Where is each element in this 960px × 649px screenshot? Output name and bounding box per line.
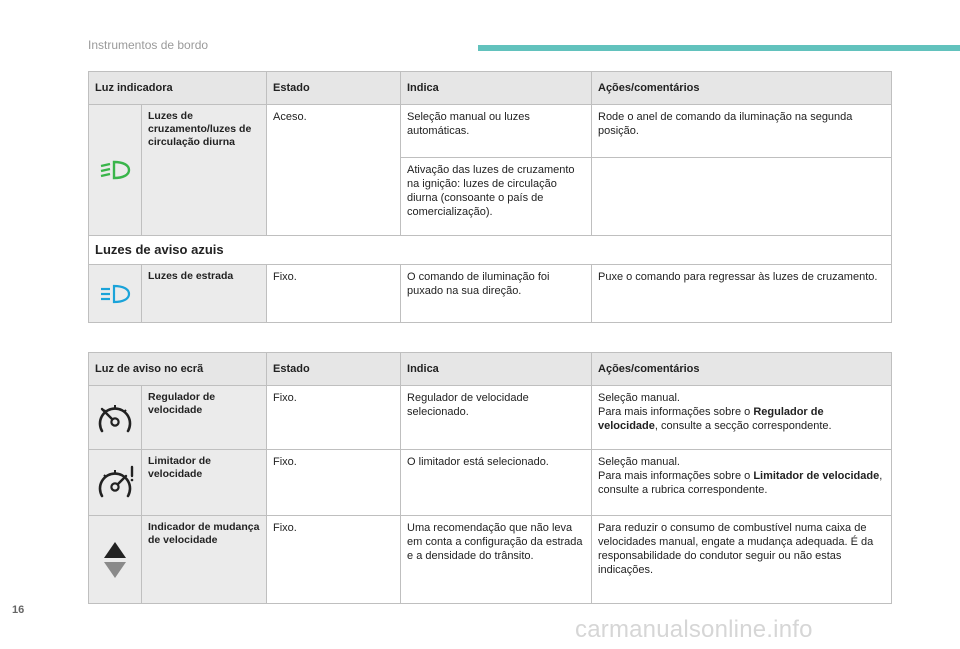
gear-shift-indicator-icon (102, 540, 128, 580)
gear-shift-icon-cell (89, 516, 142, 604)
table-header-row (89, 72, 892, 105)
actions-reference: Regulador de velocidade (598, 406, 824, 432)
actions-cell: Rode o anel de comando da iluminação na segunda posição. (592, 105, 892, 158)
light-name: Luzes de cruzamento/luzes de circulação diurna (142, 105, 267, 236)
indicator-lights-table (88, 71, 892, 323)
table-row (89, 265, 892, 323)
light-name: Limitador de velocidade (142, 450, 267, 516)
column-header-state: Estado (267, 353, 401, 386)
header-accent-bar (478, 45, 960, 51)
dipped-beam-green-icon (98, 159, 132, 181)
actions-line: Seleção manual. (598, 456, 680, 468)
column-header-light: Luz de aviso no ecrã (89, 353, 267, 386)
actions-text: Para mais informações sobre o (598, 406, 754, 418)
watermark: carmanualsonline.info (575, 616, 813, 643)
actions-line: Seleção manual. (598, 392, 680, 404)
column-header-light: Luz indicadora (89, 72, 267, 105)
state-cell: Fixo. (267, 265, 401, 323)
table-row (89, 450, 892, 516)
indicates-cell: O comando de iluminação foi puxado na sua direção. (401, 265, 592, 323)
state-cell: Aceso. (267, 105, 401, 236)
actions-cell: Puxe o comando para regressar às luzes de cruzamento. (592, 265, 892, 323)
actions-text: Para mais informações sobre o (598, 470, 754, 482)
section-row (89, 236, 892, 265)
high-beam-icon-cell (89, 265, 142, 323)
indicates-cell: O limitador está selecionado. (401, 450, 592, 516)
page-section-title: Instrumentos de bordo (88, 38, 209, 52)
column-header-actions: Ações/comentários (592, 72, 892, 105)
light-name: Indicador de mudança de velocidade (142, 516, 267, 604)
column-header-indicates: Indica (401, 72, 592, 105)
screen-warning-lights-table (88, 352, 892, 604)
actions-cell (592, 450, 892, 516)
light-name: Luzes de estrada (142, 265, 267, 323)
column-header-indicates: Indica (401, 353, 592, 386)
table-row (89, 386, 892, 450)
table-row (89, 516, 892, 604)
table-header-row (89, 353, 892, 386)
indicates-cell: Uma recomendação que não leva em conta a configuração da estrada e a densidade do trânsito. (401, 516, 592, 604)
indicates-cell: Regulador de velocidade selecionado. (401, 386, 592, 450)
column-header-state: Estado (267, 72, 401, 105)
speed-limiter-icon-cell (89, 450, 142, 516)
indicates-cell: Ativação das luzes de cruzamento na ignição: luzes de circulação diurna (consoante o país de comercialização). (401, 158, 592, 236)
page-number: 16 (12, 604, 25, 616)
actions-reference: Limitador de velocidade (753, 470, 880, 482)
state-cell: Fixo. (267, 450, 401, 516)
column-header-actions: Ações/comentários (592, 353, 892, 386)
cruise-control-icon (93, 398, 137, 438)
actions-cell (592, 386, 892, 450)
cruise-control-icon-cell (89, 386, 142, 450)
actions-cell (592, 158, 892, 236)
section-title-blue-lights: Luzes de aviso azuis (89, 236, 892, 265)
actions-text: , consulte a rubrica correspondente. (598, 470, 883, 496)
actions-cell: Para reduzir o consumo de combustível numa caixa de velocidades manual, engate a mudança adequada. É da responsabilidade do condutor seguir ou não estas indicações. (592, 516, 892, 604)
state-cell: Fixo. (267, 516, 401, 604)
table-row (89, 105, 892, 158)
speed-limiter-icon (93, 463, 137, 503)
actions-text: , consulte a secção correspondente. (654, 420, 832, 432)
light-name: Regulador de velocidade (142, 386, 267, 450)
indicates-cell: Seleção manual ou luzes automáticas. (401, 105, 592, 158)
high-beam-blue-icon (98, 283, 132, 305)
state-cell: Fixo. (267, 386, 401, 450)
dipped-beam-icon-cell (89, 105, 142, 236)
